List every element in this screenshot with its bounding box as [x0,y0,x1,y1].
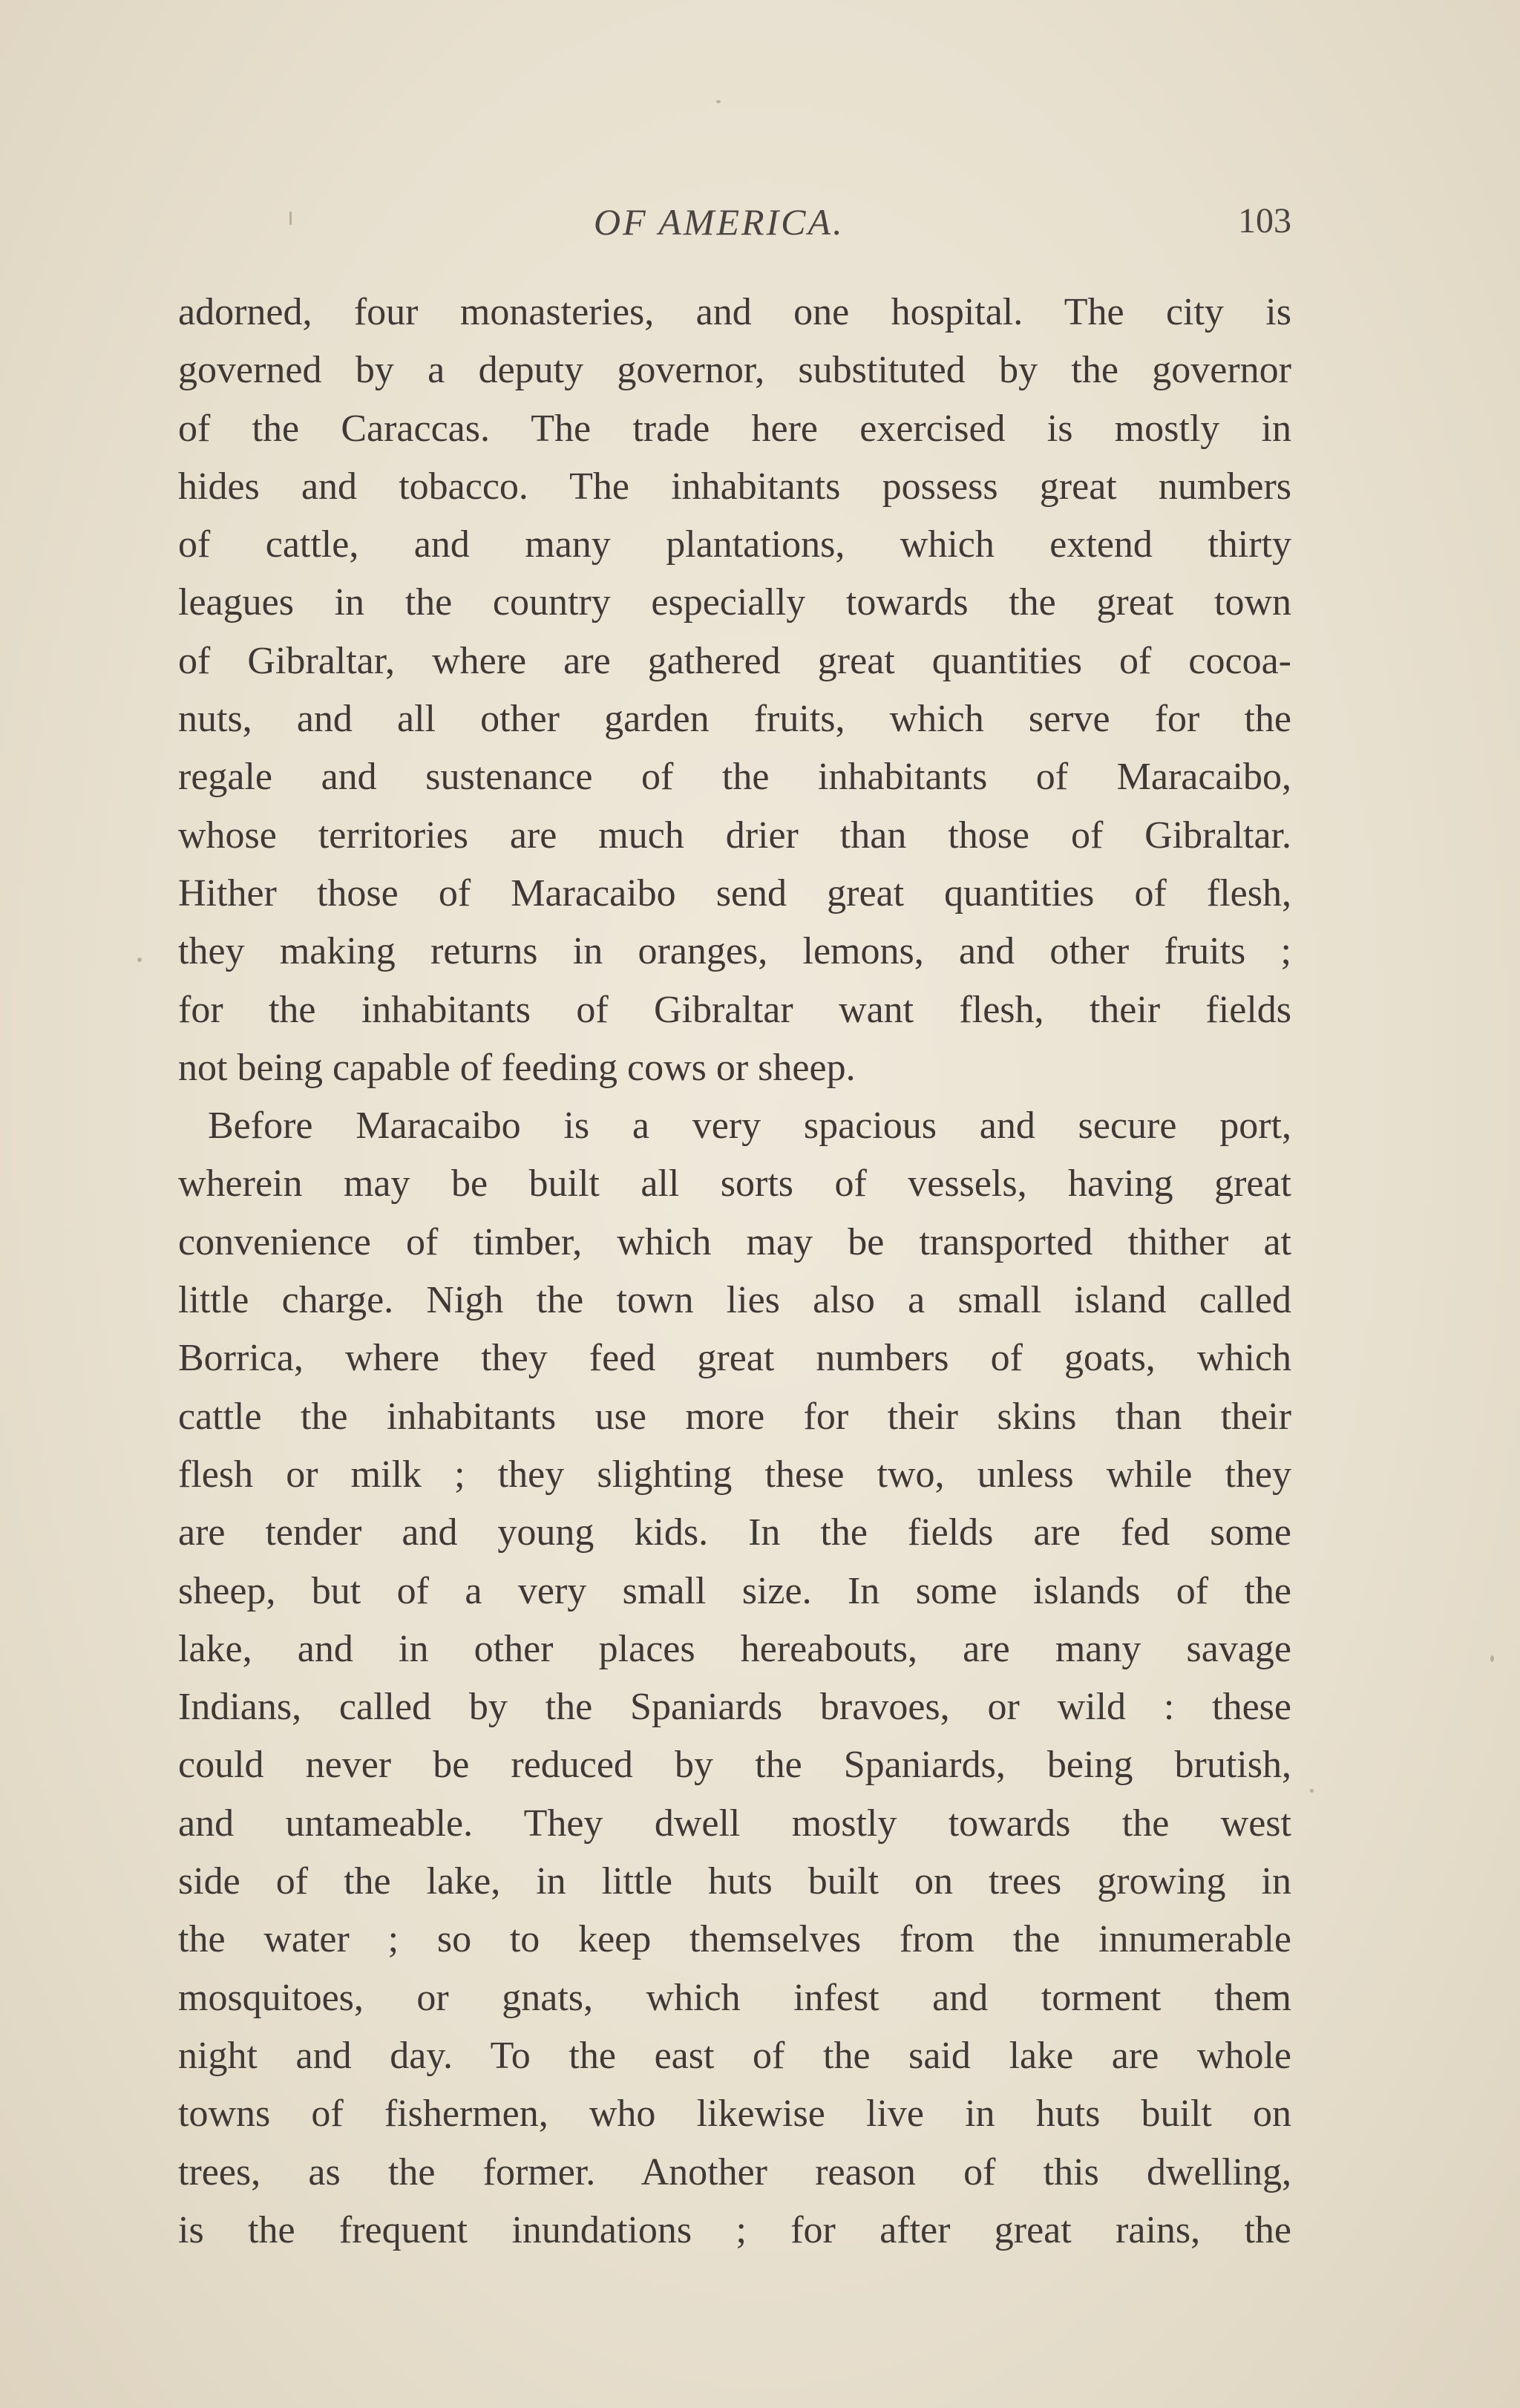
text-line: is the frequent inundations ; for after great rains, the [178,2208,1291,2251]
text-line: the water ; so to keep themselves from the innumerable [178,1918,1291,1961]
text-line: not being capable of feeding cows or sheep. [178,1046,856,1089]
text-line: for the inhabitants of Gibraltar want flesh, their fields [178,988,1291,1031]
text-line: regale and sustenance of the inhabitants of Maracaibo, [178,756,1291,799]
text-line: of Gibraltar, where are gathered great quantities of cocoa- [178,639,1291,682]
text-line: adorned, four monasteries, and one hospital. The city is [178,291,1291,333]
text-line: of the Caraccas. The trade here exercised is mostly in [178,407,1291,450]
text-line: convenience of timber, which may be transported thither at [178,1220,1291,1263]
paragraph-start-line: Before Maracaibo is a very spacious and secure port, [208,1105,1291,1148]
text-line: side of the lake, in little huts built on trees growing in [178,1860,1291,1903]
page-header [178,200,1291,260]
text-line: and untameable. They dwell mostly towards the west [178,1802,1291,1845]
text-line: they making returns in oranges, lemons, and other fruits ; [178,930,1291,973]
text-line: governed by a deputy governor, substituted by the governor [178,349,1291,392]
text-line: little charge. Nigh the town lies also a small island called [178,1279,1291,1322]
paper-speck [137,958,142,962]
text-line: hides and tobacco. The inhabitants possess great numbers [178,465,1291,508]
text-line: towns of fishermen, who likewise live in huts built on [178,2093,1291,2136]
text-line: flesh or milk ; they slighting these two, unless while they [178,1453,1291,1496]
text-line: mosquitoes, or gnats, which infest and torment them [178,1976,1291,2019]
text-line: Indians, called by the Spaniards bravoes, or wild : these [178,1686,1291,1729]
text-line: leagues in the country especially towards the great town [178,581,1291,624]
paper-speck [1490,1655,1494,1662]
text-line: are tender and young kids. In the fields are fed some [178,1511,1291,1554]
text-line: cattle the inhabitants use more for their skins than their [178,1395,1291,1438]
text-line: wherein may be built all sorts of vessels, having great [178,1162,1291,1205]
text-line: lake, and in other places hereabouts, are many savage [178,1627,1291,1670]
paper-speck [1310,1789,1314,1793]
text-line: could never be reduced by the Spaniards, being brutish, [178,1744,1291,1787]
running-title: OF AMERICA. [594,201,845,243]
text-line: of cattle, and many plantations, which extend thirty [178,523,1291,566]
text-line: night and day. To the east of the said lake are whole [178,2034,1291,2077]
paper-speck [716,100,721,103]
paper-speck [289,212,292,225]
text-line: Hither those of Maracaibo send great quantities of flesh, [178,871,1291,915]
text-line: sheep, but of a very small size. In some islands of the [178,1569,1291,1612]
text-line: whose territories are much drier than those of Gibraltar. [178,814,1291,857]
body-text [178,284,1291,2260]
page-number: 103 [1238,201,1291,241]
text-line: Borrica, where they feed great numbers of goats, which [178,1337,1291,1380]
text-line: nuts, and all other garden fruits, which serve for the [178,698,1291,741]
text-line: trees, as the former. Another reason of this dwelling, [178,2150,1291,2193]
